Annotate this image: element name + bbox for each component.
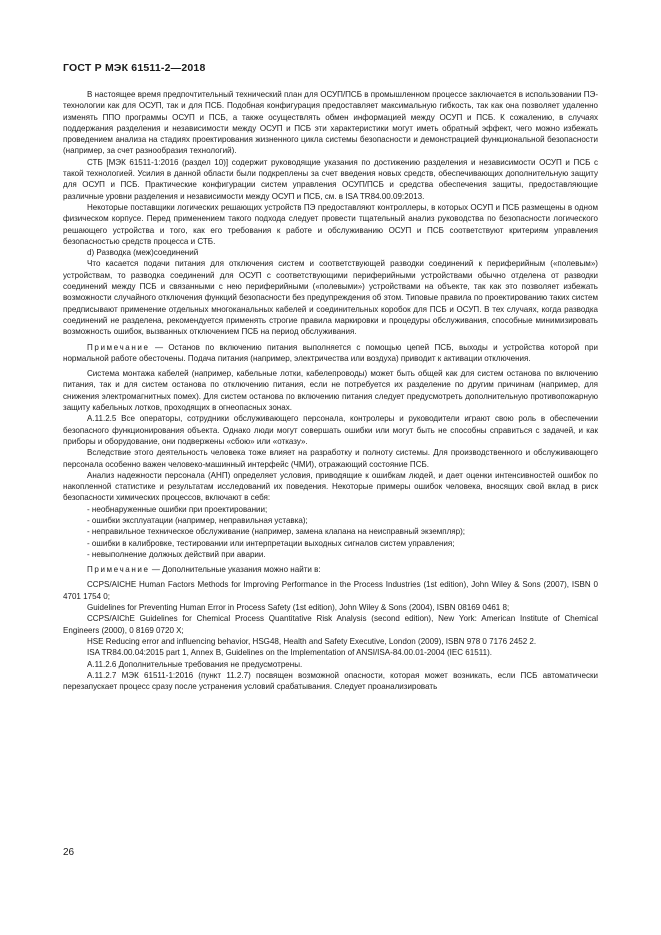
list-item: - невыполнение должных действий при аварии. — [87, 549, 266, 559]
note-label: Примечание — [87, 565, 150, 575]
paragraph: Анализ надежности персонала (АНП) определяет условия, приводящие к ошибкам людей, и дает оценки интенсивностей ошибок по накопленной статистике и результатам исследований их поведения. Некоторые примеры ошибок человека, вносящих свой вклад в риск безопасности химических процессов, включают в себя: — [63, 470, 598, 503]
document-header: ГОСТ Р МЭК 61511-2—2018 — [63, 62, 206, 74]
paragraph: Что касается подачи питания для отключения систем и соответствующей разводки соединений к периферийным («полевым») устройствам, то разводка соединений для ОСУП с соответствующими периферийными устройствами обычно отделена от разводки соединений между ПСБ и связанными с нею периферийными («полевыми») устройствами на объекте, так как это позволяет избежать возможности случайного отключения функций безопасности без предупреждения об этом. Типовые правила по проектированию таких систем предписывают применение отдельных многоканальных кабелей и соединительных коробок для ПСБ и ОСУП. В тех случаях, когда разводка соединений не разделена, рекомендуется применять строгие правила маркировки и процедуры обслуживания, способные минимизировать возможность ошибок, вызванных отключением ПСБ на период обслуживания. — [63, 259, 598, 337]
note-text: — Останов по включению питания выполняется с помощью цепей ПСБ, выходы и устройства которой при нормальной работе обесточены. Подача питания (например, электричества или воздуха) приводит к активации отключения. — [63, 342, 598, 363]
reference: HSE Reducing error and influencing behavior, HSG48, Health and Safety Executive, London (2009), ISBN 978 0 7176 2452 2. — [87, 636, 537, 646]
list-item: - ошибки в калибровке, тестировании или интерпретации выходных сигналов систем управления; — [87, 538, 455, 548]
note-text: — Дополнительные указания можно найти в: — [149, 565, 321, 575]
note — [63, 342, 598, 365]
reference: Guidelines for Preventing Human Error in Process Safety (1st edition), John Wiley & Sons (2004), ISBN 08169 0461 8; — [87, 603, 510, 613]
paragraph: Система монтажа кабелей (например, кабельные лотки, кабелепроводы) может быть общей как для систем останова по включению питания, так и для систем останова по отключению питания, если не потребуется их разделение по другим причинам (например, для снижения электромагнитных помех). Для систем останова по включению питания следует предусмотреть дополнительную противопожарную защиту кабельных лотков, проходящих в огнеопасных зонах. — [63, 369, 598, 413]
list-item: - необнаруженные ошибки при проектировании; — [87, 504, 268, 514]
reference: ISA TR84.00.04:2015 part 1, Annex B, Guidelines on the Implementation of ANSI/ISA-84.00.01-2004 (IEC 61511). — [87, 648, 492, 658]
note-label: Примечание — [87, 342, 150, 352]
paragraph: А.11.2.6 Дополнительные требования не предусмотрены. — [87, 659, 303, 669]
reference: CCPS/AICHE Human Factors Methods for Improving Performance in the Process Industries (1st edition), John Wiley & Sons (2007), ISBN 0 4701 1754 0; — [63, 580, 598, 601]
page-number: 26 — [63, 847, 75, 858]
subheading: d) Разводка (меж)соединений — [87, 248, 199, 258]
paragraph: СТБ [МЭК 61511-1:2016 (раздел 10)] содержит руководящие указания по достижению разделения и независимости ОСУП и ПСБ с такой технологией. Усилия в данной области были подкреплены за счет введения новых средств, обеспечивающих дополнительную защиту для ОСУП и ПСБ. Практические конфигурации систем управления ОСУП/ПСБ и средства обеспечения защиты, предоставляющие различные уровни разделения и независимости между ОСУП и ПСБ, см. в ISA TR84.00.09:2013. — [63, 157, 598, 201]
paragraph: Вследствие этого деятельность человека тоже влияет на разработку и полноту системы. Для производственного и обслуживающего персонала особенно важен человеко-машинный интерфейс (ЧМИ), отражающий состояние ПСБ. — [63, 448, 598, 469]
list-item: - ошибки эксплуатации (например, неправильная уставка); — [87, 515, 308, 525]
paragraph: А.11.2.5 Все операторы, сотрудники обслуживающего персонала, контролеры и руководители играют свою роль в обеспечении безопасного функционирования объекта. Однако люди могут совершать ошибки или могут быть не способны справиться с задачей, и как приборы и оборудование, они подвержены «сбою» или «отказу». — [63, 414, 598, 446]
paragraph: А.11.2.7 МЭК 61511-1:2016 (пункт 11.2.7) посвящен возможной опасности, которая может возникать, если ПСБ автоматически перезапускает процесс сразу после устранения условий срабатывания. Следует проанализировать — [63, 670, 598, 692]
paragraph: Некоторые поставщики логических решающих устройств ПЭ предоставляют контроллеры, в которых ОСУП и ПСБ размещены в одном физическом корпусе. Перед применением такого подхода следует провести тщательный анализ руководства по безопасности логического решающего устройства и того, как его требования к работе и обслуживанию ОСУП и ПСБ соответствуют критериям управления безопасностью средств процесса и СТБ. — [63, 202, 598, 246]
list-item: - неправильное техническое обслуживание (например, замена клапана на неисправный экземпляр); — [87, 527, 466, 537]
note — [63, 564, 598, 575]
document-body — [63, 89, 598, 692]
error-list — [63, 504, 598, 560]
reference: CCPS/AIChE Guidelines for Chemical Process Quantitative Risk Analysis (second edition), New York: American Institute of Chemical Engineers (2000), 0 8169 0720 X; — [63, 614, 598, 635]
paragraph: В настоящее время предпочтительный технический план для ОСУП/ПСБ в промышленном процессе заключается в использовании ПЭ-технологии как для ОСУП, так и для ПСБ. Подобная конфигурация предоставляет максимальную гибкость, так как она позволяет удаленно изменять ППО программы ОСУП и ПСБ, а также осуществлять обмен информацией между ОСУП и ПСБ. К сожалению, в случаях поддержания разделения и независимости между ОСУП и ПСБ эти характеристики могут иметь обратный эффект, чего можно избежать проведением анализа на стадиях проектирования жизненного цикла системы безопасности и демонстрацией функциональной безопасности (например, за счет разнообразия технологий). — [63, 90, 598, 156]
